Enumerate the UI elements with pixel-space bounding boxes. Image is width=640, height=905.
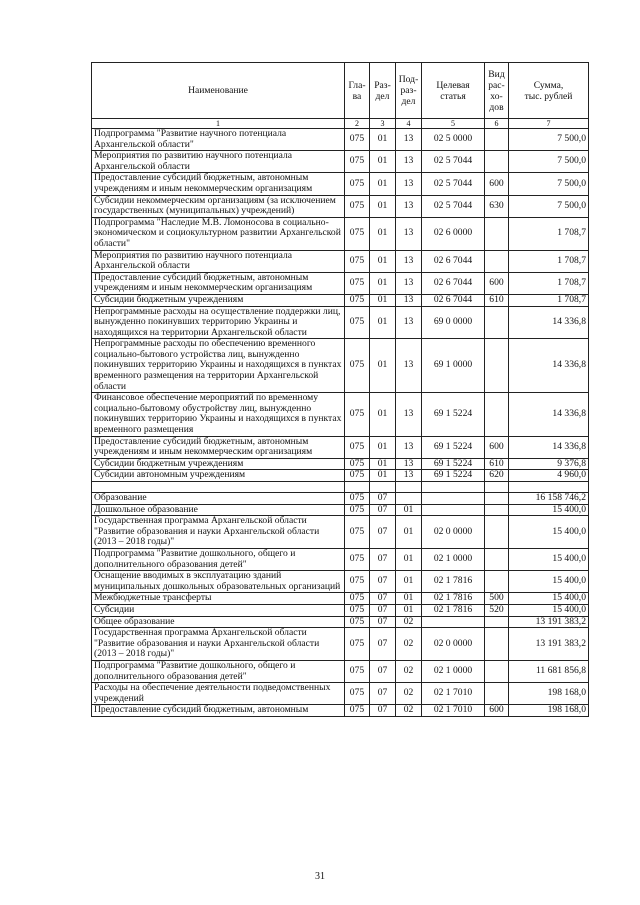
- cell-podrazdel: 02: [396, 616, 422, 628]
- column-number: 6: [485, 119, 509, 129]
- cell-podrazdel: 13: [396, 173, 422, 195]
- column-number: 4: [396, 119, 422, 129]
- cell-target: 69 1 5224: [422, 436, 485, 458]
- cell-vid: [485, 306, 509, 339]
- cell-podrazdel: 13: [396, 151, 422, 173]
- table-row: [92, 660, 589, 682]
- cell-name: Субсидии: [92, 604, 345, 616]
- cell-target: 02 1 7010: [422, 705, 485, 717]
- cell-sum: 15 400,0: [509, 548, 589, 570]
- cell-name: Подпрограмма "Наследие М.В. Ломоносова в социально-экономическом и социокультурном развитии Архангельской области": [92, 217, 345, 250]
- cell-glava: 075: [345, 628, 370, 661]
- table-row: [92, 339, 589, 393]
- cell-podrazdel: 13: [396, 393, 422, 436]
- header-razdel: Раз- дел: [370, 63, 396, 119]
- cell-name: Непрограммные расходы по обеспечению временного социально-бытового устройства лиц, вынужденно покинувших территорию Украины и находящихся в пунктах временного размещения на территории Архангельской области: [92, 339, 345, 393]
- cell-glava: 075: [345, 493, 370, 505]
- cell-target: 02 5 0000: [422, 129, 485, 151]
- cell-sum: 14 336,8: [509, 306, 589, 339]
- cell-target: [422, 504, 485, 516]
- header-target: Целевая статья: [422, 63, 485, 119]
- cell-podrazdel: 13: [396, 458, 422, 470]
- table-row: [92, 436, 589, 458]
- cell-sum: 15 400,0: [509, 504, 589, 516]
- cell-target: 02 5 7044: [422, 151, 485, 173]
- cell-podrazdel: [396, 493, 422, 505]
- cell-target: 02 6 7044: [422, 250, 485, 272]
- table-row: [92, 705, 589, 717]
- cell-podrazdel: 01: [396, 504, 422, 516]
- cell-target: 69 0 0000: [422, 306, 485, 339]
- cell-vid: [485, 339, 509, 393]
- cell-glava: 075: [345, 173, 370, 195]
- cell-vid: [485, 217, 509, 250]
- cell-podrazdel: 13: [396, 250, 422, 272]
- table-row: [92, 516, 589, 549]
- cell-sum: 1 708,7: [509, 294, 589, 306]
- cell-podrazdel: 01: [396, 548, 422, 570]
- cell-razdel: 07: [370, 516, 396, 549]
- cell-target: 02 0 0000: [422, 516, 485, 549]
- header-podrazdel: Под- раз- дел: [396, 63, 422, 119]
- cell-target: 02 1 0000: [422, 548, 485, 570]
- cell-name: Межбюджетные трансферты: [92, 593, 345, 605]
- cell-vid: [485, 393, 509, 436]
- cell-razdel: 01: [370, 436, 396, 458]
- cell-target: 02 0 0000: [422, 628, 485, 661]
- cell-vid: 600: [485, 173, 509, 195]
- table-row-empty: [92, 482, 589, 493]
- cell-sum: 1 708,7: [509, 250, 589, 272]
- table-row: [92, 393, 589, 436]
- cell-vid: 600: [485, 436, 509, 458]
- cell-target: 02 1 0000: [422, 660, 485, 682]
- header-sum: Сумма, тыс. рублей: [509, 63, 589, 119]
- column-number: 1: [92, 119, 345, 129]
- cell-podrazdel: 13: [396, 272, 422, 294]
- cell-razdel: 07: [370, 660, 396, 682]
- cell-razdel: 01: [370, 129, 396, 151]
- cell-name: Предоставление субсидий бюджетным, автономным учреждениям и иным некоммерческим организациям: [92, 173, 345, 195]
- cell-glava: 075: [345, 548, 370, 570]
- cell-name: Непрограммные расходы на осуществление поддержки лиц, вынужденно покинувших территорию Украины и находящихся на территории Архангельской области: [92, 306, 345, 339]
- cell-sum: 7 500,0: [509, 151, 589, 173]
- budget-table: [91, 62, 589, 717]
- cell-glava: 075: [345, 129, 370, 151]
- cell-vid: 610: [485, 294, 509, 306]
- cell-podrazdel: 01: [396, 571, 422, 593]
- table-body: [92, 129, 589, 717]
- table-row: [92, 628, 589, 661]
- cell-vid: [485, 151, 509, 173]
- cell-razdel: 07: [370, 548, 396, 570]
- table-row: [92, 151, 589, 173]
- cell-podrazdel: 02: [396, 628, 422, 661]
- table-row: [92, 294, 589, 306]
- cell-sum: 16 158 746,2: [509, 493, 589, 505]
- cell-sum: 7 500,0: [509, 129, 589, 151]
- cell-sum: 15 400,0: [509, 571, 589, 593]
- cell-vid: [485, 571, 509, 593]
- cell-glava: [345, 482, 370, 493]
- cell-vid: [485, 493, 509, 505]
- cell-sum: 11 681 856,8: [509, 660, 589, 682]
- cell-razdel: 01: [370, 458, 396, 470]
- cell-sum: 15 400,0: [509, 604, 589, 616]
- cell-sum: [509, 482, 589, 493]
- cell-vid: 600: [485, 272, 509, 294]
- header-vid: Вид рас- хо- дов: [485, 63, 509, 119]
- cell-podrazdel: 01: [396, 593, 422, 605]
- cell-razdel: 07: [370, 604, 396, 616]
- table-row: [92, 129, 589, 151]
- cell-glava: 075: [345, 217, 370, 250]
- cell-vid: [485, 660, 509, 682]
- cell-glava: 075: [345, 195, 370, 217]
- cell-glava: 075: [345, 516, 370, 549]
- column-numbers-row: [92, 119, 589, 129]
- cell-target: 02 5 7044: [422, 195, 485, 217]
- cell-glava: 075: [345, 393, 370, 436]
- cell-glava: 075: [345, 294, 370, 306]
- table-row: [92, 548, 589, 570]
- table-row: [92, 306, 589, 339]
- cell-vid: [485, 628, 509, 661]
- cell-name: Оснащение вводимых в эксплуатацию зданий муниципальных дошкольных образовательных организаций: [92, 571, 345, 593]
- cell-razdel: 01: [370, 195, 396, 217]
- cell-name: Государственная программа Архангельской области "Развитие образования и науки Архангельской области (2013 – 2018 годы)": [92, 516, 345, 549]
- cell-podrazdel: 13: [396, 294, 422, 306]
- header-name: Наименование: [92, 63, 345, 119]
- cell-razdel: 07: [370, 593, 396, 605]
- table-row: [92, 458, 589, 470]
- cell-razdel: 01: [370, 306, 396, 339]
- cell-vid: 520: [485, 604, 509, 616]
- cell-glava: 075: [345, 272, 370, 294]
- cell-name: Расходы на обеспечение деятельности подведомственных учреждений: [92, 683, 345, 705]
- column-number: 2: [345, 119, 370, 129]
- cell-podrazdel: 13: [396, 217, 422, 250]
- cell-razdel: 01: [370, 294, 396, 306]
- page-number: 31: [315, 871, 325, 882]
- cell-glava: 075: [345, 339, 370, 393]
- table-row: [92, 493, 589, 505]
- cell-sum: 14 336,8: [509, 339, 589, 393]
- cell-razdel: 01: [370, 393, 396, 436]
- table-row: [92, 593, 589, 605]
- cell-sum: 14 336,8: [509, 393, 589, 436]
- cell-target: [422, 482, 485, 493]
- table-row: [92, 504, 589, 516]
- table-row: [92, 173, 589, 195]
- column-number: 5: [422, 119, 485, 129]
- cell-razdel: 07: [370, 628, 396, 661]
- cell-razdel: 01: [370, 151, 396, 173]
- cell-name: [92, 482, 345, 493]
- table-row: [92, 604, 589, 616]
- cell-razdel: 07: [370, 571, 396, 593]
- cell-name: Субсидии автономным учреждениям: [92, 470, 345, 482]
- cell-target: [422, 616, 485, 628]
- cell-vid: [485, 683, 509, 705]
- cell-razdel: 07: [370, 683, 396, 705]
- cell-glava: 075: [345, 604, 370, 616]
- cell-sum: 1 708,7: [509, 272, 589, 294]
- cell-vid: [485, 616, 509, 628]
- cell-target: 69 1 5224: [422, 458, 485, 470]
- cell-target: 02 1 7816: [422, 593, 485, 605]
- cell-glava: 075: [345, 250, 370, 272]
- cell-vid: 500: [485, 593, 509, 605]
- cell-glava: 075: [345, 705, 370, 717]
- cell-name: Предоставление субсидий бюджетным, автономным: [92, 705, 345, 717]
- cell-name: Общее образование: [92, 616, 345, 628]
- cell-target: 69 1 0000: [422, 339, 485, 393]
- cell-podrazdel: 13: [396, 436, 422, 458]
- cell-razdel: 07: [370, 705, 396, 717]
- cell-sum: 13 191 383,2: [509, 616, 589, 628]
- table-row: [92, 571, 589, 593]
- table-header-row: [92, 63, 589, 119]
- cell-target: 02 5 7044: [422, 173, 485, 195]
- cell-name: Подпрограмма "Развитие дошкольного, общего и дополнительного образования детей": [92, 548, 345, 570]
- cell-name: Мероприятия по развитию научного потенциала Архангельской области: [92, 250, 345, 272]
- cell-razdel: 01: [370, 217, 396, 250]
- cell-vid: [485, 516, 509, 549]
- cell-podrazdel: 01: [396, 604, 422, 616]
- cell-glava: 075: [345, 458, 370, 470]
- cell-razdel: 01: [370, 250, 396, 272]
- table-row: [92, 272, 589, 294]
- cell-podrazdel: 02: [396, 705, 422, 717]
- cell-name: Субсидии бюджетным учреждениям: [92, 294, 345, 306]
- cell-target: 69 1 5224: [422, 470, 485, 482]
- cell-glava: 075: [345, 660, 370, 682]
- cell-podrazdel: [396, 482, 422, 493]
- cell-glava: 075: [345, 683, 370, 705]
- cell-razdel: 07: [370, 493, 396, 505]
- cell-vid: [485, 250, 509, 272]
- cell-name: Субсидии бюджетным учреждениям: [92, 458, 345, 470]
- cell-target: 02 6 7044: [422, 294, 485, 306]
- cell-target: 02 6 0000: [422, 217, 485, 250]
- table-row: [92, 683, 589, 705]
- cell-podrazdel: 13: [396, 129, 422, 151]
- header-glava: Гла- ва: [345, 63, 370, 119]
- cell-glava: 075: [345, 504, 370, 516]
- cell-sum: 15 400,0: [509, 516, 589, 549]
- cell-vid: [485, 504, 509, 516]
- cell-sum: 14 336,8: [509, 436, 589, 458]
- cell-glava: 075: [345, 571, 370, 593]
- cell-vid: 610: [485, 458, 509, 470]
- cell-razdel: 07: [370, 616, 396, 628]
- cell-sum: 198 168,0: [509, 705, 589, 717]
- cell-razdel: 01: [370, 173, 396, 195]
- cell-podrazdel: 13: [396, 470, 422, 482]
- cell-name: Предоставление субсидий бюджетным, автономным учреждениям и иным некоммерческим организациям: [92, 436, 345, 458]
- cell-name: Мероприятия по развитию научного потенциала Архангельской области: [92, 151, 345, 173]
- cell-target: 02 1 7816: [422, 604, 485, 616]
- cell-podrazdel: 13: [396, 195, 422, 217]
- cell-vid: 620: [485, 470, 509, 482]
- cell-name: Субсидии некоммерческим организациям (за исключением государственных (муниципальных) учреждений): [92, 195, 345, 217]
- cell-name: Подпрограмма "Развитие научного потенциала Архангельской области": [92, 129, 345, 151]
- cell-sum: 7 500,0: [509, 173, 589, 195]
- cell-sum: 1 708,7: [509, 217, 589, 250]
- cell-name: Предоставление субсидий бюджетным, автономным учреждениям и иным некоммерческим организациям: [92, 272, 345, 294]
- cell-name: Государственная программа Архангельской области "Развитие образования и науки Архангельской области (2013 – 2018 годы)": [92, 628, 345, 661]
- table-row: [92, 217, 589, 250]
- cell-vid: 600: [485, 705, 509, 717]
- cell-razdel: 01: [370, 339, 396, 393]
- cell-glava: 075: [345, 470, 370, 482]
- cell-podrazdel: 01: [396, 516, 422, 549]
- cell-vid: [485, 482, 509, 493]
- cell-glava: 075: [345, 616, 370, 628]
- cell-vid: [485, 129, 509, 151]
- cell-razdel: 07: [370, 504, 396, 516]
- cell-glava: 075: [345, 593, 370, 605]
- cell-name: Образование: [92, 493, 345, 505]
- table-row: [92, 195, 589, 217]
- table-row: [92, 470, 589, 482]
- cell-target: [422, 493, 485, 505]
- cell-target: 02 1 7816: [422, 571, 485, 593]
- column-number: 7: [509, 119, 589, 129]
- cell-sum: 4 960,0: [509, 470, 589, 482]
- cell-podrazdel: 02: [396, 660, 422, 682]
- column-number: 3: [370, 119, 396, 129]
- cell-sum: 15 400,0: [509, 593, 589, 605]
- cell-razdel: [370, 482, 396, 493]
- cell-vid: [485, 548, 509, 570]
- cell-target: 02 1 7010: [422, 683, 485, 705]
- cell-glava: 075: [345, 306, 370, 339]
- cell-sum: 7 500,0: [509, 195, 589, 217]
- cell-glava: 075: [345, 436, 370, 458]
- cell-podrazdel: 13: [396, 306, 422, 339]
- cell-razdel: 01: [370, 470, 396, 482]
- cell-sum: 9 376,8: [509, 458, 589, 470]
- cell-target: 02 6 7044: [422, 272, 485, 294]
- table-row: [92, 616, 589, 628]
- cell-podrazdel: 13: [396, 339, 422, 393]
- cell-name: Финансовое обеспечение мероприятий по временному социально-бытовому обустройству лиц, вынужденно покинувших территорию Украины и находящихся в пунктах временного размещения: [92, 393, 345, 436]
- cell-name: Дошкольное образование: [92, 504, 345, 516]
- cell-podrazdel: 02: [396, 683, 422, 705]
- cell-glava: 075: [345, 151, 370, 173]
- cell-vid: 630: [485, 195, 509, 217]
- cell-name: Подпрограмма "Развитие дошкольного, общего и дополнительного образования детей": [92, 660, 345, 682]
- cell-sum: 13 191 383,2: [509, 628, 589, 661]
- cell-razdel: 01: [370, 272, 396, 294]
- cell-target: 69 1 5224: [422, 393, 485, 436]
- table-row: [92, 250, 589, 272]
- cell-sum: 198 168,0: [509, 683, 589, 705]
